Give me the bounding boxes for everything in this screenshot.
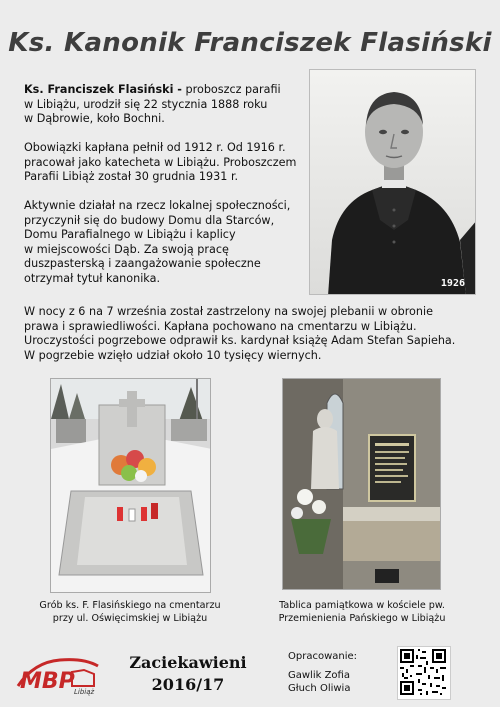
duties-line: pracował jako katecheta w Libiążu. Proboszczem — [24, 155, 297, 169]
caption-line: przy ul. Oświęcimskiej w Libiążu — [52, 612, 208, 624]
library-logo — [14, 652, 102, 696]
activity-line: w miejscowości Dąb. Za swoją pracę — [24, 242, 229, 256]
series-name: Zaciekawieni — [129, 653, 247, 672]
series-block — [118, 652, 258, 696]
duties-line: Obowiązki kapłana pełnił od 1912 r. Od 1916 r. — [24, 141, 286, 154]
intro-line: proboszcz parafii — [185, 83, 281, 96]
caption-line: Przemienienia Pańskiego w Libiążu — [278, 612, 446, 624]
duties-paragraph — [24, 141, 296, 185]
author-name: Gawlik Zofia — [288, 670, 350, 681]
prepared-label: Opracowanie: — [288, 651, 358, 662]
logo-subtext: Libiąż — [74, 688, 95, 696]
intro-line: w Libiążu, urodził się 22 stycznia 1888 roku — [24, 97, 268, 111]
activity-paragraph — [24, 199, 290, 287]
caption-line: Grób ks. F. Flasińskiego na cmentarzu — [39, 600, 221, 611]
death-line: Uroczystości pogrzebowe odprawił ks. kardynał książę Adam Stefan Sapieha. — [24, 334, 456, 348]
series-year: 2016/17 — [151, 675, 225, 694]
page-title: Ks. Kanonik Franciszek Flasiński — [8, 28, 492, 58]
qr-code[interactable] — [397, 646, 451, 700]
intro-line: w Dąbrowie, koło Bochni. — [24, 112, 165, 126]
logo-text: MBP — [20, 669, 75, 694]
author-name: Głuch Oliwia — [288, 683, 351, 694]
activity-line: Aktywnie działał na rzecz lokalnej społeczności, — [24, 199, 291, 212]
death-line: prawa i sprawiedliwości. Kapłana pochowano na cmentarzu w Libiążu. — [24, 319, 417, 333]
grave-photo — [50, 378, 211, 593]
intro-paragraph — [24, 83, 281, 127]
grave-caption — [24, 600, 236, 625]
priest-portrait — [309, 69, 476, 295]
death-line: W nocy z 6 na 7 września został zastrzelony na swojej plebanii w obronie — [24, 305, 433, 318]
activity-line: otrzymał tytuł kanonika. — [24, 271, 160, 285]
prepared-by-block — [288, 650, 357, 695]
death-paragraph — [24, 305, 455, 363]
death-line: W pogrzebie wzięło udział około 10 tysięcy wiernych. — [24, 348, 322, 362]
memorial-plaque-photo — [282, 378, 441, 590]
activity-line: Domu Parafialnego w Libiążu i kaplicy — [24, 228, 236, 242]
plaque-caption — [262, 600, 462, 625]
portrait-year: 1926 — [440, 278, 465, 289]
activity-line: duszpasterską i zaangażowanie społeczne — [24, 257, 261, 271]
duties-line: Parafii Libiąż został 30 grudnia 1931 r. — [24, 170, 239, 184]
caption-line: Tablica pamiątkowa w kościele pw. — [279, 600, 445, 611]
activity-line: przyczynił się do budowy Domu dla Starców, — [24, 213, 275, 227]
priest-name: Ks. Franciszek Flasiński - — [24, 83, 182, 96]
